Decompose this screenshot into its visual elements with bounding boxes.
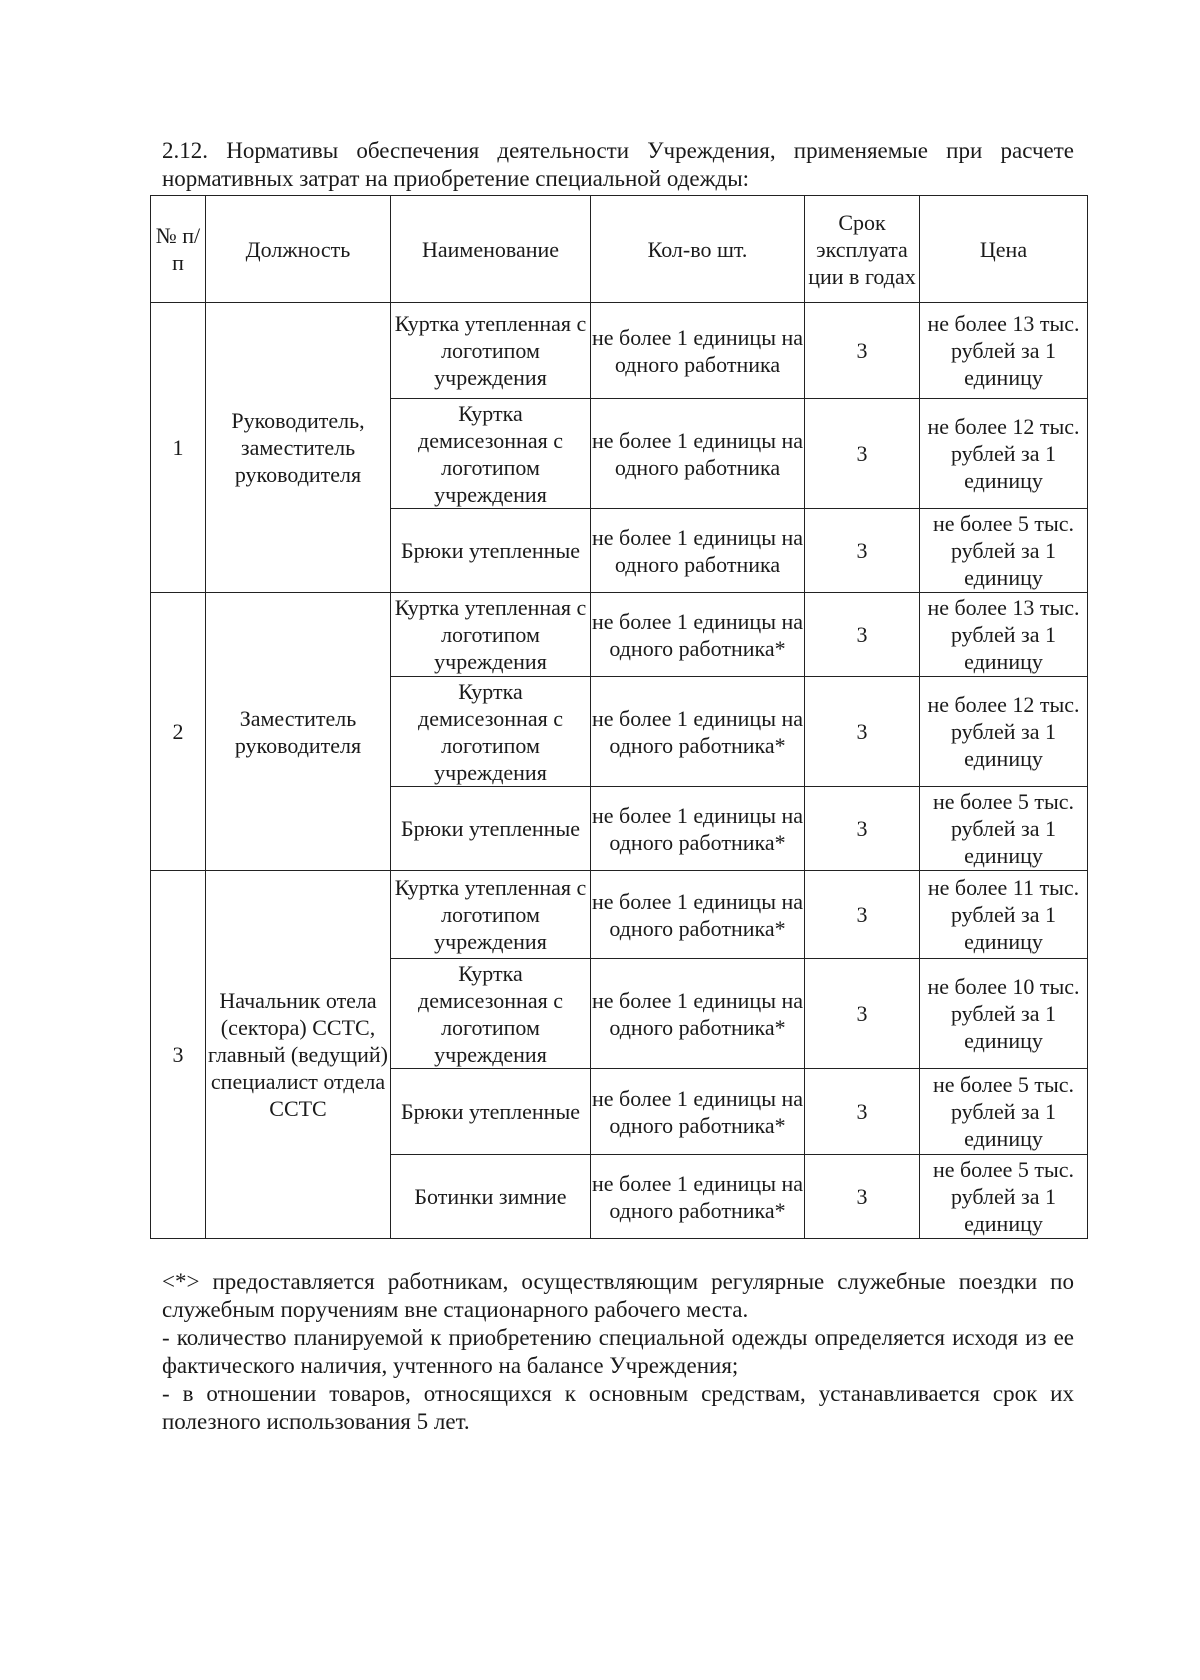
cell-item-qty: не более 1 единицы на одного работника* <box>591 593 805 677</box>
header-name: Наименование <box>391 196 591 303</box>
cell-position: Руководитель, заместитель руководителя <box>206 303 391 593</box>
header-term: Срок эксплуата ции в годах <box>805 196 920 303</box>
cell-item-qty: не более 1 единицы на одного работника* <box>591 1069 805 1155</box>
cell-item-term: 3 <box>805 399 920 509</box>
cell-item-price: не более 5 тыс. рублей за 1 единицу <box>920 787 1088 871</box>
footnote-asterisk: <*> предоставляется работникам, осуществляющим регулярные служебные поездки по служебным поручениям вне стационарного рабочего места. <box>162 1269 1074 1322</box>
cell-item-price: не более 12 тыс. рублей за 1 единицу <box>920 677 1088 787</box>
cell-position: Начальник отела (сектора) ССТС, главный (ведущий) специалист отдела ССТС <box>206 871 391 1239</box>
cell-item-price: не более 10 тыс. рублей за 1 единицу <box>920 959 1088 1069</box>
cell-item-name: Брюки утепленные <box>391 509 591 593</box>
cell-item-price: не более 5 тыс. рублей за 1 единицу <box>920 1155 1088 1239</box>
cell-item-name: Ботинки зимние <box>391 1155 591 1239</box>
cell-item-price: не более 5 тыс. рублей за 1 единицу <box>920 1069 1088 1155</box>
header-qty: Кол-во шт. <box>591 196 805 303</box>
cell-item-term: 3 <box>805 509 920 593</box>
cell-item-name: Куртка утепленная с логотипом учреждения <box>391 303 591 399</box>
cell-item-term: 3 <box>805 1069 920 1155</box>
cell-item-name: Куртка утепленная с логотипом учреждения <box>391 593 591 677</box>
cell-num: 2 <box>151 593 206 871</box>
cell-item-name: Куртка утепленная с логотипом учреждения <box>391 871 591 959</box>
cell-item-term: 3 <box>805 303 920 399</box>
cell-item-qty: не более 1 единицы на одного работника* <box>591 677 805 787</box>
header-price: Цена <box>920 196 1088 303</box>
footnote-quantity: - количество планируемой к приобретению специальной одежды определяется исходя из ее фактического наличия, учтенного на балансе Учреждения; <box>162 1325 1074 1378</box>
cell-item-price: не более 11 тыс. рублей за 1 единицу <box>920 871 1088 959</box>
cell-item-qty: не более 1 единицы на одного работника* <box>591 871 805 959</box>
cell-item-name: Куртка демисезонная с логотипом учреждения <box>391 399 591 509</box>
table-row <box>151 593 1088 677</box>
cell-item-name: Куртка демисезонная с логотипом учреждения <box>391 677 591 787</box>
cell-item-qty: не более 1 единицы на одного работника* <box>591 1155 805 1239</box>
cell-num: 3 <box>151 871 206 1239</box>
footnote-fixed-assets: - в отношении товаров, относящихся к основным средствам, устанавливается срок их полезного использования 5 лет. <box>162 1381 1074 1434</box>
cell-item-term: 3 <box>805 787 920 871</box>
special-clothing-norms-table <box>150 195 1088 1239</box>
header-num: № п/п <box>151 196 206 303</box>
cell-item-qty: не более 1 единицы на одного работника* <box>591 959 805 1069</box>
cell-item-term: 3 <box>805 593 920 677</box>
table-row <box>151 303 1088 399</box>
cell-item-term: 3 <box>805 1155 920 1239</box>
cell-item-price: не более 13 тыс. рублей за 1 единицу <box>920 303 1088 399</box>
table-header-row <box>151 196 1088 303</box>
cell-position: Заместитель руководителя <box>206 593 391 871</box>
cell-item-name: Куртка демисезонная с логотипом учреждения <box>391 959 591 1069</box>
cell-item-name: Брюки утепленные <box>391 787 591 871</box>
cell-item-price: не более 13 тыс. рублей за 1 единицу <box>920 593 1088 677</box>
footnotes <box>162 1268 1074 1436</box>
section-heading: 2.12. Нормативы обеспечения деятельности Учреждения, применяемые при расчете нормативных затрат на приобретение специальной одежды: <box>162 138 1074 191</box>
cell-item-qty: не более 1 единицы на одного работника <box>591 303 805 399</box>
cell-item-name: Брюки утепленные <box>391 1069 591 1155</box>
cell-item-price: не более 5 тыс. рублей за 1 единицу <box>920 509 1088 593</box>
cell-item-price: не более 12 тыс. рублей за 1 единицу <box>920 399 1088 509</box>
cell-item-term: 3 <box>805 959 920 1069</box>
cell-item-qty: не более 1 единицы на одного работника <box>591 509 805 593</box>
cell-item-qty: не более 1 единицы на одного работника* <box>591 787 805 871</box>
cell-item-term: 3 <box>805 871 920 959</box>
cell-item-term: 3 <box>805 677 920 787</box>
header-position: Должность <box>206 196 391 303</box>
table-row <box>151 871 1088 959</box>
cell-num: 1 <box>151 303 206 593</box>
cell-item-qty: не более 1 единицы на одного работника <box>591 399 805 509</box>
